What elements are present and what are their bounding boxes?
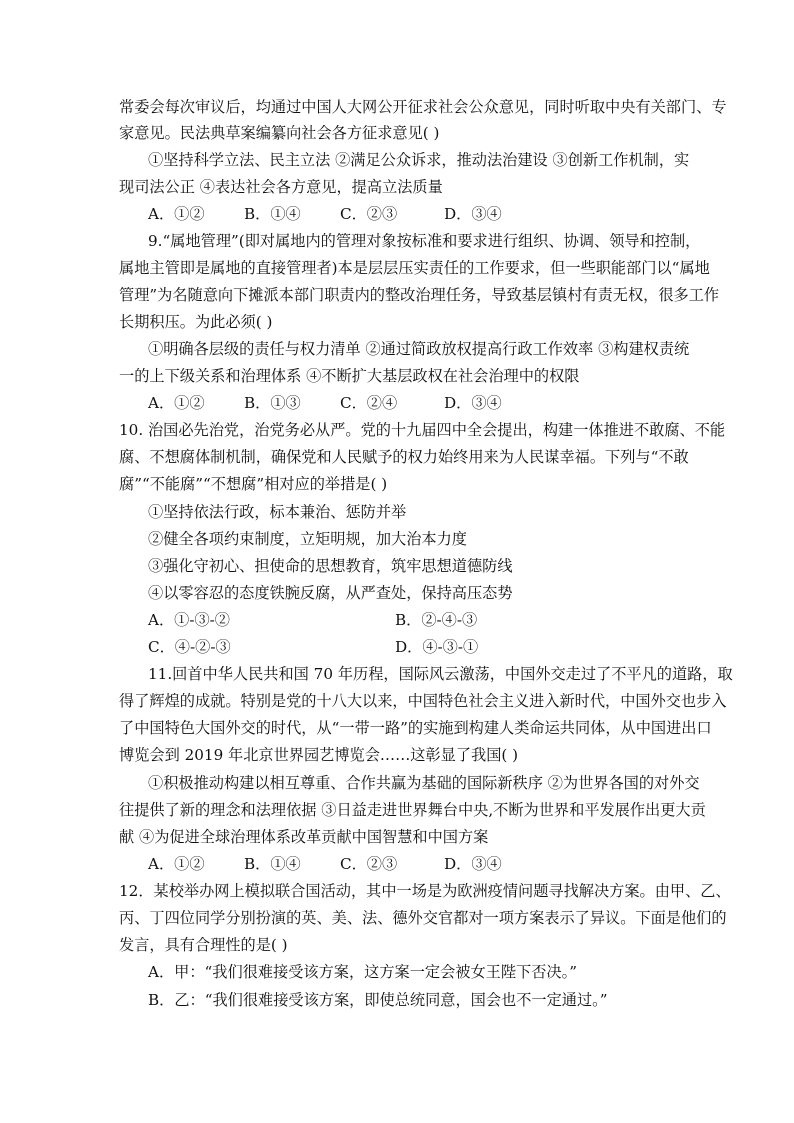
q12-option-b[interactable]: B．乙：“我们很难接受该方案，即使总统同意，国会也不一定通过。” <box>148 991 608 1009</box>
q8-option-b[interactable]: B．①④ <box>244 205 301 223</box>
q10-option-b[interactable]: B．②-④-③ <box>395 611 478 629</box>
q11-option-b[interactable]: B．①④ <box>244 855 301 873</box>
q11-option-c[interactable]: C．②③ <box>340 855 398 873</box>
q11-stem-line-3: 了中国特色大国外交的时代，从“一带一路”的实施到构建人类命运共同体，从中国进出口 <box>119 719 712 737</box>
q11-option-d[interactable]: D．③④ <box>444 855 502 873</box>
q9-stem-line-1: 9.“属地管理”(即对属地内的管理对象按标准和要求进行组织、协调、领导和控制， <box>148 232 701 250</box>
q8-option-a[interactable]: A．①② <box>148 205 205 223</box>
q10-stem-line-1: 10. 治国必先治党，治党务必从严。党的十九届四中全会提出，构建一体推进不敢腐、不能 <box>119 421 726 439</box>
q9-option-c[interactable]: C．②④ <box>340 394 398 412</box>
q8-stem-line-1: 常委会每次审议后，均通过中国人大网公开征求社会公众意见，同时听取中央有关部门、专 <box>119 98 727 116</box>
q12-stem-line-2: 丙、丁四位同学分别扮演的英、美、法、德外交官都对一项方案表示了异议。下面是他们的 <box>119 909 727 927</box>
q11-stem-line-2: 得了辉煌的成就。特别是党的十八大以来，中国特色社会主义进入新时代，中国外交也步入 <box>119 692 727 710</box>
q10-choice-2: ②健全各项约束制度，立矩明规，加大治本力度 <box>148 530 467 548</box>
q9-option-d[interactable]: D．③④ <box>444 394 502 412</box>
q10-choice-4: ④以零容忍的态度铁腕反腐，从严查处，保持高压态势 <box>148 584 513 602</box>
q8-option-c[interactable]: C．②③ <box>340 205 398 223</box>
q9-choice-line-1: ①明确各层级的责任与权力清单 ②通过简政放权提高行政工作效率 ③构建权责统 <box>148 340 690 358</box>
q10-option-c[interactable]: C．④-②-③ <box>148 638 231 656</box>
q10-stem-line-2: 腐、不想腐体制机制，确保党和人民赋予的权力始终用来为人民谋幸福。下列与“不敢 <box>119 448 689 466</box>
q12-option-a[interactable]: A．甲：“我们很难接受该方案，这方案一定会被女王陛下否决。” <box>148 963 577 981</box>
q10-option-d[interactable]: D．④-③-① <box>395 638 479 656</box>
q8-stem-line-2: 家意见。民法典草案编纂向社会各方征求意见( ) <box>119 124 440 142</box>
q10-option-a[interactable]: A．①-③-② <box>148 611 230 629</box>
q11-choice-line-1: ①积极推动构建以相互尊重、合作共赢为基础的国际新秩序 ②为世界各国的对外交 <box>148 774 700 792</box>
q8-choice-line-1: ①坚持科学立法、民主立法 ②满足公众诉求，推动法治建设 ③创新工作机制，实 <box>148 151 690 169</box>
q12-stem-line-3: 发言，具有合理性的是( ) <box>119 936 288 954</box>
q10-choice-3: ③强化守初心、担使命的思想教育，筑牢思想道德防线 <box>148 557 513 575</box>
q11-choice-line-2: 往提供了新的理念和法理依据 ③日益走进世界舞台中央,不断为世界和平发展作出更大贡 <box>119 801 706 819</box>
q8-option-d[interactable]: D．③④ <box>444 205 502 223</box>
q10-stem-line-3: 腐”“不能腐”“不想腐”相对应的举措是( ) <box>119 475 388 493</box>
q9-stem-line-2: 属地主管即是属地的直接管理者)本是层层压实责任的工作要求，但一些职能部门以“属地 <box>119 259 710 277</box>
q11-stem-line-1: 11.回首中华人民共和国 70 年历程，国际风云激荡，中国外交走过了不平凡的道路，取 <box>148 665 733 683</box>
q9-choice-line-2: 一的上下级关系和治理体系 ④不断扩大基层政权在社会治理中的权限 <box>119 367 580 385</box>
q11-choice-line-3: 献 ④为促进全球治理体系改革贡献中国智慧和中国方案 <box>119 828 489 846</box>
q11-option-a[interactable]: A．①② <box>148 855 205 873</box>
q10-choice-1: ①坚持依法行政，标本兼治、惩防并举 <box>148 503 407 521</box>
q9-option-a[interactable]: A．①② <box>148 394 205 412</box>
q12-stem-line-1: 12．某校举办网上模拟联合国活动，其中一场是为欧洲疫情问题寻找解决方案。由甲、乙、 <box>119 882 731 900</box>
q11-stem-line-4: 博览会到 2019 年北京世界园艺博览会……这彰显了我国( ) <box>119 746 519 764</box>
q9-stem-line-4: 长期积压。为此必须( ) <box>119 313 273 331</box>
q9-stem-line-3: 管理”为名随意向下摊派本部门职责内的整改治理任务，导致基层镇村有责无权，很多工作 <box>119 286 720 304</box>
q9-option-b[interactable]: B．①③ <box>244 394 301 412</box>
q8-choice-line-2: 现司法公正 ④表达社会各方意见，提高立法质量 <box>119 178 443 196</box>
